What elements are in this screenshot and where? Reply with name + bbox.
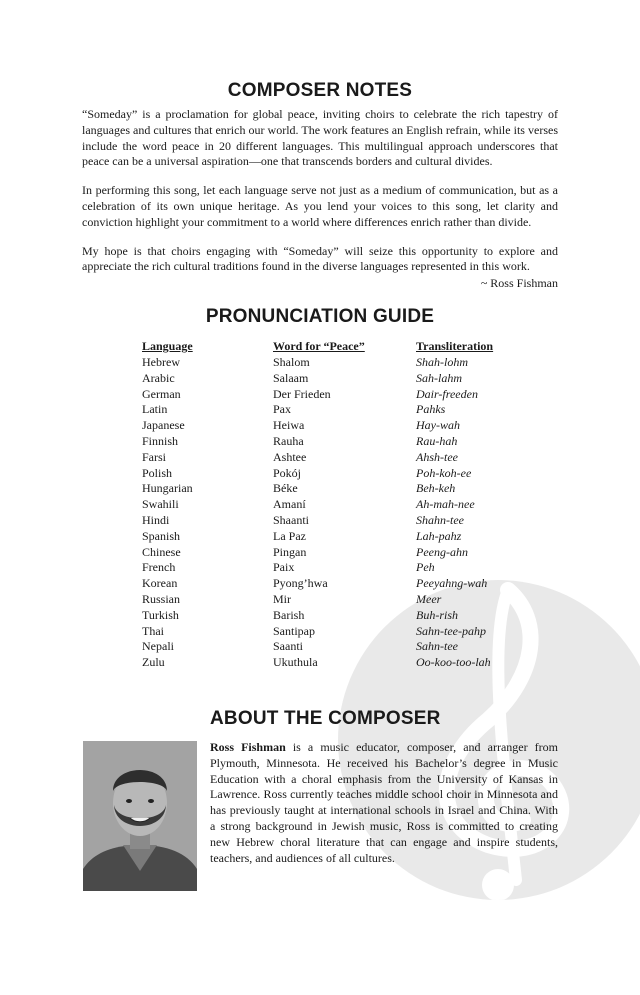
about-composer-heading: ABOUT THE COMPOSER [210, 708, 441, 729]
table-row [142, 355, 536, 371]
peace-word-cell: Santipap [273, 623, 315, 638]
language-cell: Finnish [142, 433, 179, 448]
peace-word-cell: Saanti [273, 639, 303, 654]
transliteration-cell: Peeng-ahn [416, 544, 468, 559]
transliteration-cell: Ah-mah-nee [416, 497, 475, 512]
notes-paragraph-1: “Someday” is a proclamation for global peace, inviting choirs to celebrate the rich tapestry of languages and cultures that enrich our world. The work features an English refrain, while its verses include the word peace in 20 different languages. This multilingual approach underscores that peace can be a universal aspiration—one that transcends borders and cultural divides. [82, 107, 558, 169]
transliteration-cell: Meer [416, 591, 442, 606]
pronunciation-guide-heading: PRONUNCIATION GUIDE [205, 306, 435, 327]
column-header-transliteration: Transliteration [416, 339, 494, 354]
peace-word-cell: Barish [273, 607, 305, 622]
peace-word-cell: Béke [273, 481, 298, 496]
table-header-row [142, 339, 536, 355]
notes-paragraph-3: My hope is that choirs engaging with “Someday” will seize this opportunity to explore and appreciate the rich cultural traditions found in the diverse languages represented in this work. [82, 243, 558, 274]
peace-word-cell: Paix [273, 560, 295, 575]
table-row [142, 513, 536, 529]
language-cell: Arabic [142, 370, 175, 385]
composer-notes-body [82, 107, 558, 292]
table-row [142, 560, 536, 576]
language-cell: Zulu [142, 655, 165, 670]
language-cell: Thai [142, 623, 164, 638]
column-header-language: Language [142, 339, 193, 354]
language-cell: Hungarian [142, 481, 193, 496]
portrait-image [83, 741, 197, 891]
table-row [142, 655, 536, 671]
language-cell: Nepali [142, 639, 174, 654]
transliteration-cell: Hay-wah [416, 418, 460, 433]
notes-paragraph-2: In performing this song, let each language serve not just as a medium of communication, but as a celebration of its own unique heritage. As you lend your voices to this song, let clarity and conviction highlight your commitment to a world where differences enrich rather than divide. [82, 183, 558, 229]
peace-word-cell: Mir [273, 591, 291, 606]
composer-photo [83, 741, 197, 891]
language-cell: Korean [142, 576, 178, 591]
transliteration-cell: Beh-keh [416, 481, 456, 496]
language-cell: Chinese [142, 544, 181, 559]
peace-word-cell: Der Frieden [273, 386, 331, 401]
transliteration-cell: Peh [416, 560, 435, 575]
language-cell: Spanish [142, 528, 181, 543]
language-cell: Japanese [142, 418, 185, 433]
transliteration-cell: Oo-koo-too-lah [416, 655, 491, 670]
transliteration-cell: Ahsh-tee [416, 449, 458, 464]
table-row [142, 639, 536, 655]
transliteration-cell: Sahn-tee [416, 639, 458, 654]
transliteration-cell: Shahn-tee [416, 512, 464, 527]
table-row [142, 545, 536, 561]
composer-bio-text: is a music educator, composer, and arranger from Plymouth, Minnesota. He received his Bachelor’s degree in Music Education with a choral emphasis from the University of Kansas in Lawrence. Ross currently teaches middle school choir in Minnesota and has previously taught at international schools in Israel and China. With a strong background in Jewish music, Ross is committed to creating new Hebrew choral literature that can engage and inspire students, teachers, and audiences of all cultures. [210, 740, 558, 865]
peace-word-cell: Shalom [273, 355, 310, 369]
peace-word-cell: Pingan [273, 544, 307, 559]
notes-signature: ~ Ross Fishman [480, 276, 558, 291]
table-row [142, 529, 536, 545]
transliteration-cell: Peeyahng-wah [416, 576, 488, 591]
language-cell: Farsi [142, 449, 166, 464]
transliteration-cell: Shah-lohm [416, 355, 468, 369]
table-row [142, 450, 536, 466]
transliteration-cell: Rau-hah [416, 433, 458, 448]
peace-word-cell: Pyong’hwa [273, 576, 328, 591]
table-row [142, 576, 536, 592]
table-row [142, 624, 536, 640]
transliteration-cell: Sahn-tee-pahp [416, 623, 486, 638]
composer-notes-heading: COMPOSER NOTES [227, 80, 413, 101]
table-row [142, 418, 536, 434]
pronunciation-table-body [142, 355, 536, 671]
language-cell: Polish [142, 465, 173, 480]
composer-bio [210, 740, 558, 866]
peace-word-cell: Amaní [273, 497, 306, 512]
peace-word-cell: Ashtee [273, 449, 307, 464]
table-row [142, 481, 536, 497]
table-row [142, 434, 536, 450]
transliteration-cell: Poh-koh-ee [416, 465, 472, 480]
pronunciation-table [142, 339, 536, 671]
table-row [142, 402, 536, 418]
pronunciation-table-wrapper [142, 339, 536, 671]
table-row [142, 608, 536, 624]
column-header-word: Word for “Peace” [273, 339, 365, 354]
peace-word-cell: Ukuthula [273, 655, 318, 670]
table-row [142, 592, 536, 608]
peace-word-cell: Salaam [273, 370, 309, 385]
table-row [142, 466, 536, 482]
table-row [142, 497, 536, 513]
language-cell: French [142, 560, 176, 575]
peace-word-cell: Shaanti [273, 512, 309, 527]
peace-word-cell: Pokój [273, 465, 302, 480]
table-row [142, 387, 536, 403]
transliteration-cell: Pahks [416, 402, 446, 417]
language-cell: Latin [142, 402, 168, 417]
language-cell: Turkish [142, 607, 179, 622]
table-row [142, 371, 536, 387]
composer-name: Ross Fishman [210, 740, 286, 754]
transliteration-cell: Lah-pahz [416, 528, 462, 543]
peace-word-cell: La Paz [273, 528, 306, 543]
peace-word-cell: Rauha [273, 433, 304, 448]
language-cell: Russian [142, 591, 181, 606]
transliteration-cell: Buh-rish [416, 607, 458, 622]
transliteration-cell: Sah-lahm [416, 370, 462, 385]
peace-word-cell: Heiwa [273, 418, 305, 433]
language-cell: Swahili [142, 497, 179, 512]
peace-word-cell: Pax [273, 402, 291, 417]
language-cell: Hindi [142, 512, 170, 527]
language-cell: German [142, 386, 181, 401]
language-cell: Hebrew [142, 355, 180, 369]
transliteration-cell: Dair-freeden [416, 386, 478, 401]
